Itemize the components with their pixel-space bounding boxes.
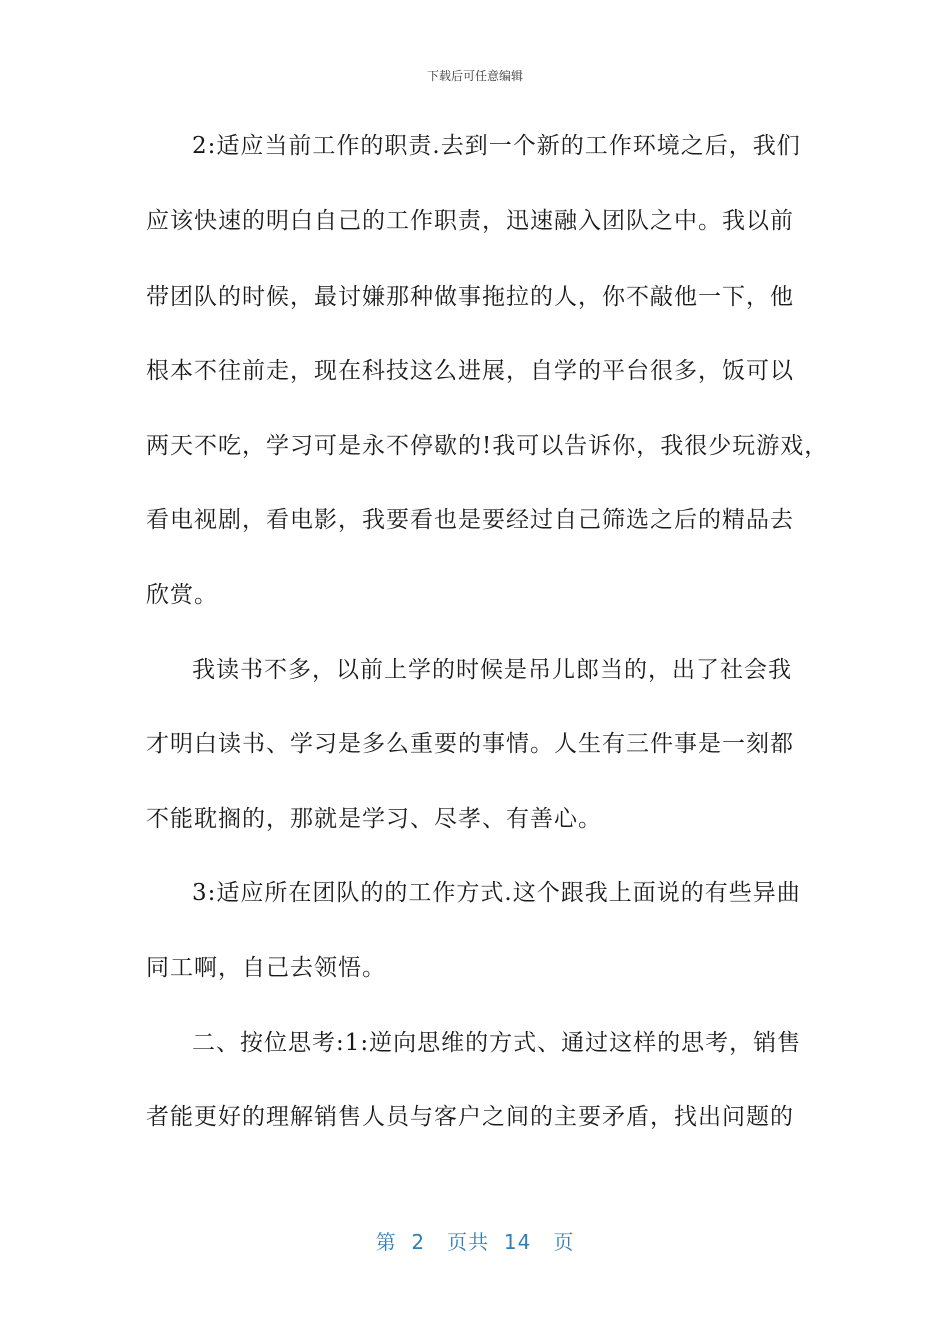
body-line: 者能更好的理解销售人员与客户之间的主要矛盾，找出问题的: [146, 1104, 794, 1130]
body-line: 2:适应当前工作的职责.去到一个新的工作环境之后，我们: [192, 133, 801, 159]
body-line: 带团队的时候，最讨嫌那种做事拖拉的人，你不敲他一下，他: [146, 284, 794, 310]
body-line: 应该快速的明白自己的工作职责，迅速融入团队之中。我以前: [146, 208, 794, 234]
body-line: 根本不往前走，现在科技这么进展，自学的平台很多，饭可以: [146, 358, 794, 384]
body-line: 才明白读书、学习是多么重要的事情。人生有三件事是一刻都: [146, 731, 794, 757]
body-line: 3:适应所在团队的的工作方式.这个跟我上面说的有些异曲: [192, 880, 801, 906]
body-line: 两天不吃，学习可是永不停歇的!我可以告诉你，我很少玩游戏，: [146, 433, 829, 459]
body-line: 看电视剧，看电影，我要看也是要经过自己筛选之后的精品去: [146, 507, 794, 533]
body-line: 我读书不多，以前上学的时候是吊儿郎当的，出了社会我: [192, 657, 792, 683]
body-line: 不能耽搁的，那就是学习、尽孝、有善心。: [146, 806, 602, 832]
page-number-footer: 第 2 页共 14 页: [375, 1230, 575, 1254]
header-note: 下载后可任意编辑: [426, 69, 523, 83]
body-line: 二、按位思考:1:逆向思维的方式、通过这样的思考，销售: [192, 1030, 802, 1056]
body-line: 欣赏。: [146, 582, 218, 608]
body-line: 同工啊，自己去领悟。: [146, 955, 386, 981]
